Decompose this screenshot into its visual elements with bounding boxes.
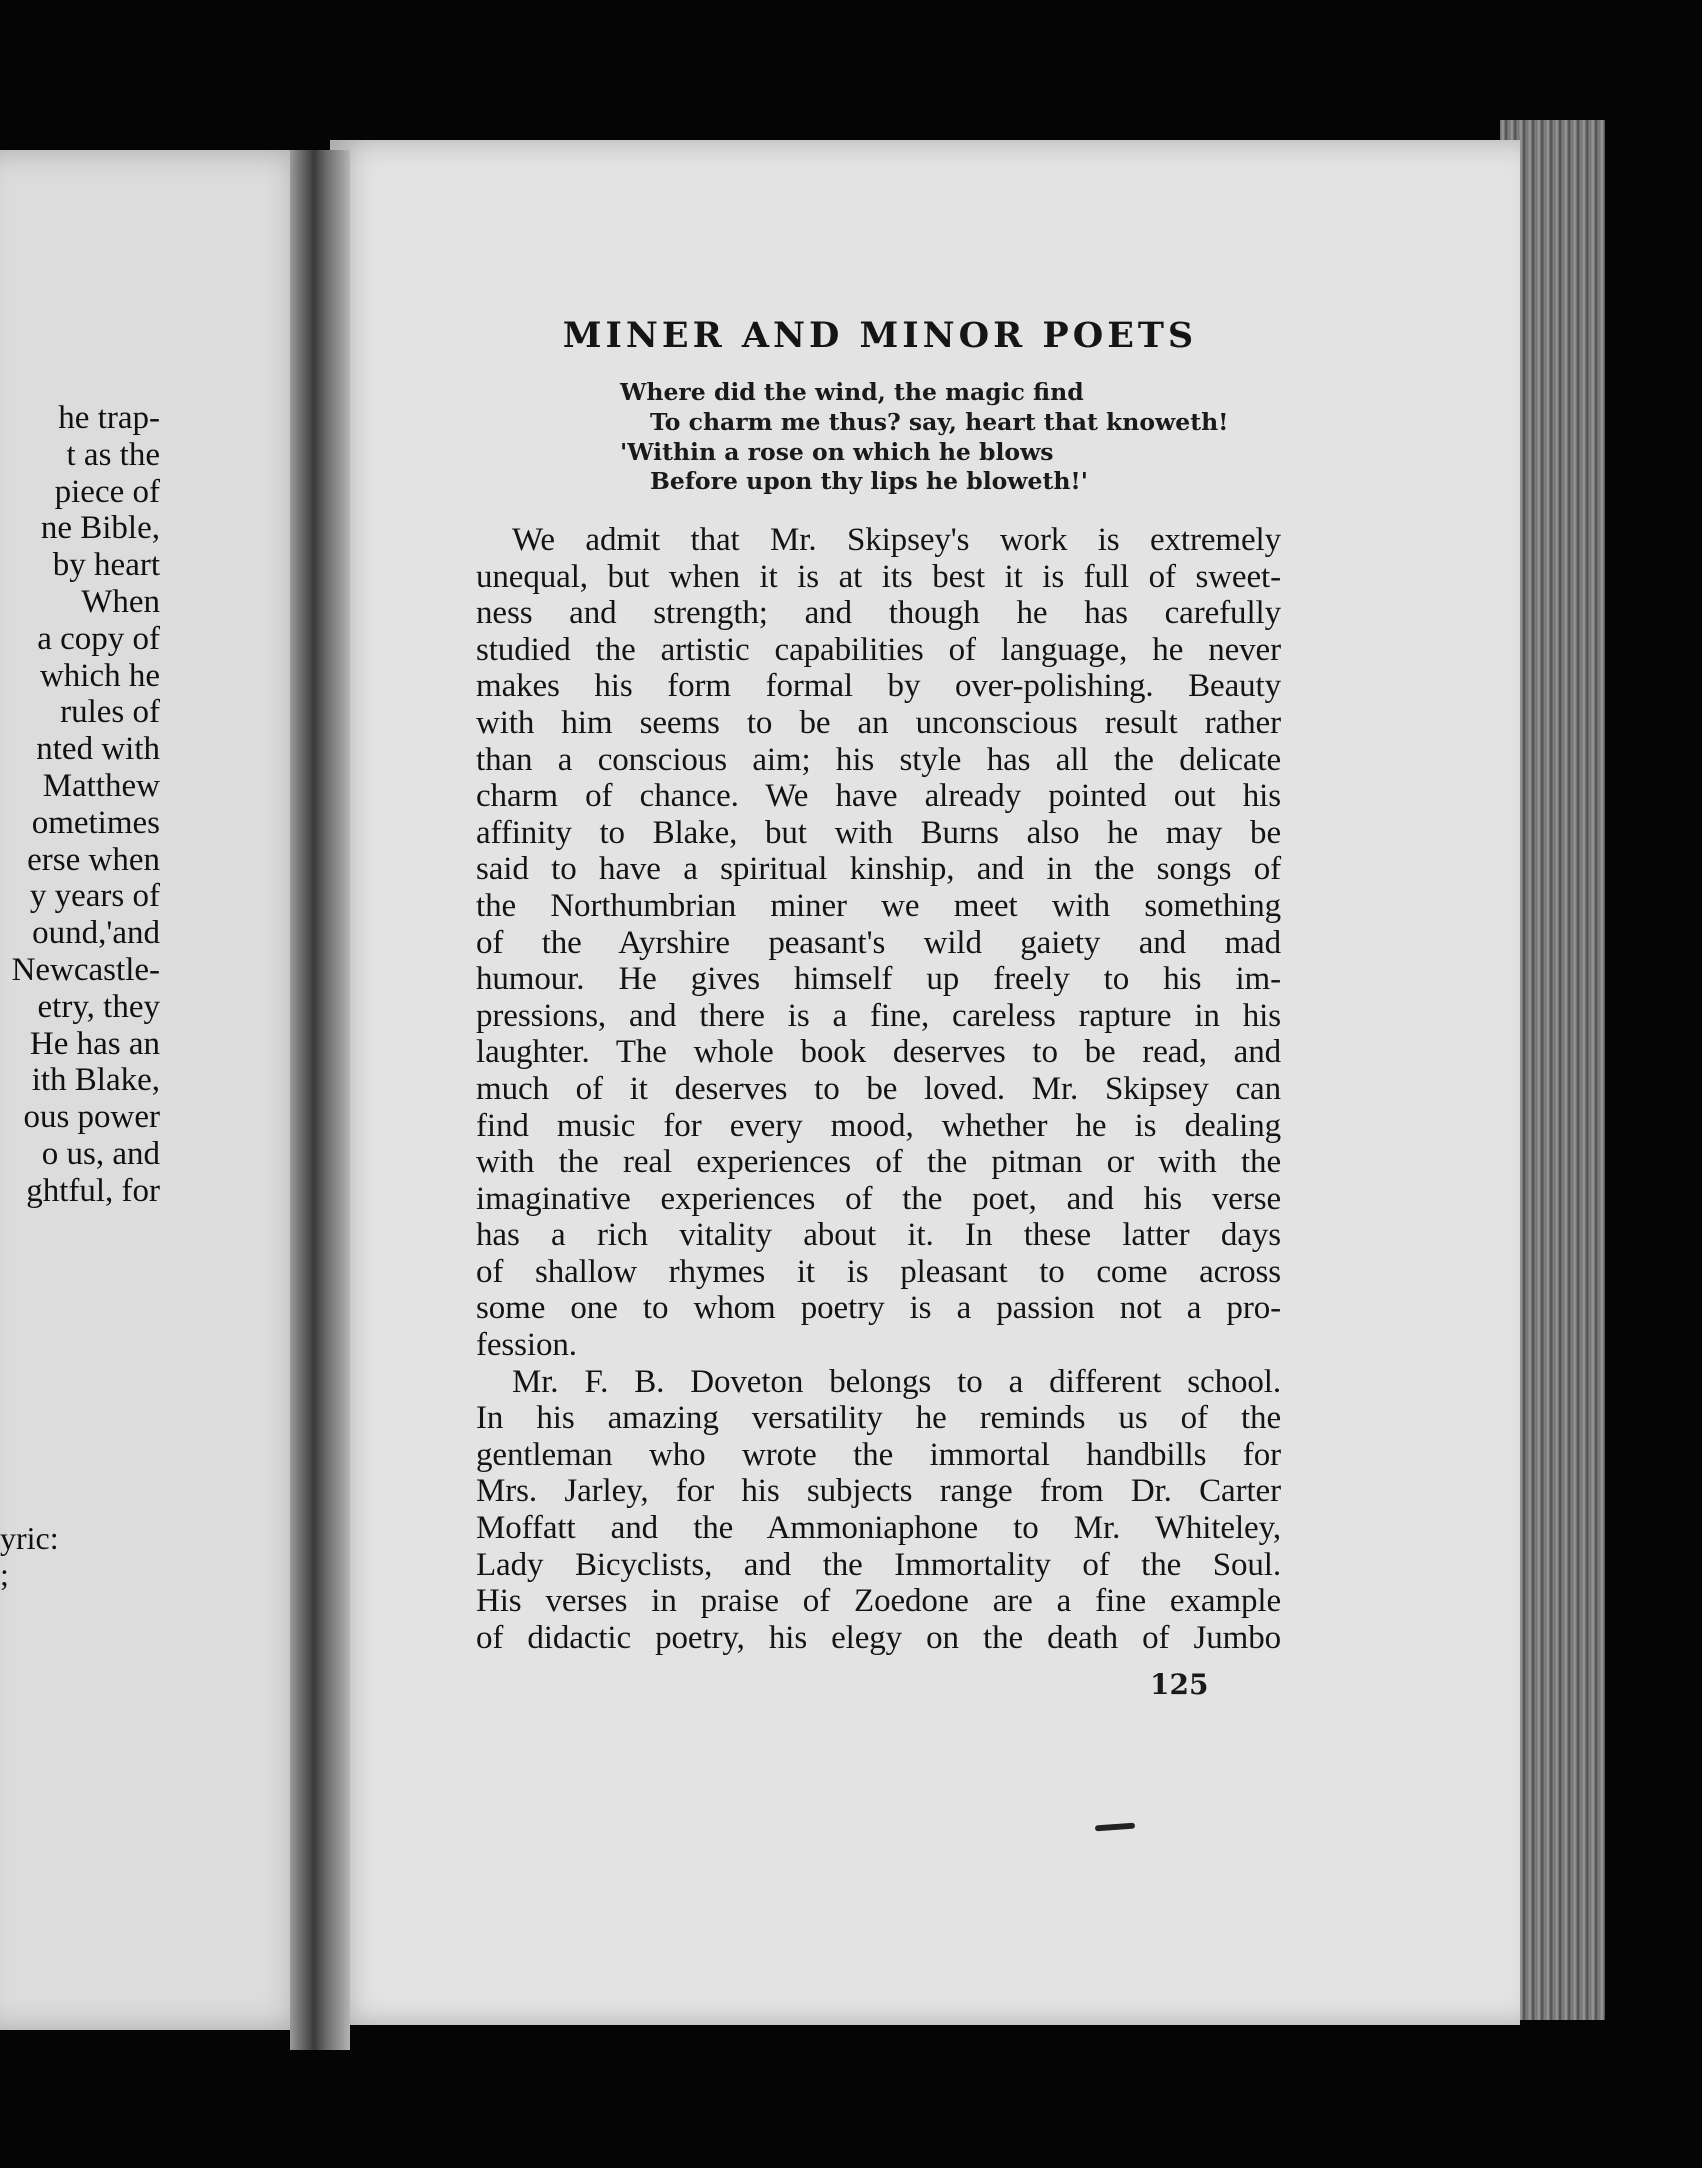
paragraph-line: with him seems to be an unconscious result rather (476, 704, 1281, 741)
paragraph-line: gentleman who wrote the immortal handbills for (476, 1436, 1281, 1473)
left-line: rules of (60, 694, 160, 731)
left-line: by heart (52, 547, 160, 584)
left-line: He has an (29, 1025, 160, 1062)
paragraph-line: than a conscious aim; his style has all the delicate (476, 741, 1281, 778)
paragraph-line: said to have a spiritual kinship, and in the songs of (476, 851, 1281, 888)
paragraph-line: pressions, and there is a fine, careless rapture in his (476, 997, 1281, 1034)
paragraph-line: of shallow rhymes it is pleasant to come across (476, 1253, 1281, 1290)
left-page-text (0, 400, 160, 1210)
left-line: yric: (0, 1520, 59, 1556)
poem-line: Where did the wind, the magic find (620, 378, 1084, 406)
paragraph-line: affinity to Blake, but with Burns also he may be (476, 814, 1281, 851)
running-head: MINER AND MINOR POETS (562, 315, 1198, 356)
paragraph-line: makes his form formal by over-polishing. Beauty (476, 668, 1281, 705)
left-line: he trap- (58, 400, 160, 436)
left-line: ith Blake, (31, 1062, 160, 1099)
paragraph-line: laughter. The whole book deserves to be read, and (476, 1034, 1281, 1071)
left-page-lower-text (0, 1520, 59, 1592)
paragraph-line: charm of chance. We have already pointed out his (476, 778, 1281, 815)
left-line: y years of (29, 878, 160, 915)
left-line: etry, they (37, 988, 160, 1025)
paragraph-line: Lady Bicyclists, and the Immortality of the Soul. (476, 1546, 1281, 1583)
paragraph-line: find music for every mood, whether he is dealing (476, 1107, 1281, 1144)
left-line: nted with (36, 731, 160, 768)
left-line: ous power (23, 1099, 160, 1136)
page-number: 125 (1150, 1668, 1209, 1701)
poem-quote (620, 378, 1229, 497)
paragraph-line: Mrs. Jarley, for his subjects range from Dr. Carter (476, 1473, 1281, 1510)
left-line: Newcastle- (11, 951, 160, 988)
paragraph-line: has a rich vitality about it. In these latter days (476, 1217, 1281, 1254)
left-line: When (81, 583, 160, 620)
left-line: o us, and (41, 1135, 160, 1172)
body-text (476, 522, 1281, 1656)
poem-line: To charm me thus? say, heart that knoweth! (650, 407, 1229, 436)
poem-line: 'Within a rose on which he blows (620, 437, 1054, 466)
left-line: which he (39, 657, 160, 694)
left-line: ghtful, for (26, 1172, 160, 1209)
paragraph-line: unequal, but when it is at its best it is full of sweet- (476, 558, 1281, 595)
paragraph-line: much of it deserves to be loved. Mr. Skipsey can (476, 1070, 1281, 1107)
left-line: t as the (66, 436, 160, 473)
paragraph-line: fession. (476, 1327, 577, 1364)
left-line: a copy of (37, 620, 160, 657)
paragraph-line: the Northumbrian miner we meet with something (476, 887, 1281, 924)
paragraph-line: ness and strength; and though he has carefully (476, 595, 1281, 632)
paragraph-line: Mr. F. B. Doveton belongs to a different school. (512, 1363, 1281, 1400)
poem-line: Before upon thy lips he bloweth!' (650, 467, 1088, 496)
left-line: ne Bible, (40, 510, 160, 547)
left-line: ; (0, 1556, 9, 1592)
paragraph-line: His verses in praise of Zoedone are a fine example (476, 1583, 1281, 1620)
paragraph-line: We admit that Mr. Skipsey's work is extremely (512, 522, 1281, 558)
left-page (0, 150, 315, 2030)
left-line: Matthew (42, 767, 160, 804)
paragraph-line: imaginative experiences of the poet, and his verse (476, 1180, 1281, 1217)
paragraph-line: of the Ayrshire peasant's wild gaiety and mad (476, 924, 1281, 961)
left-line: erse when (27, 841, 160, 878)
paragraph-line: Moffatt and the Ammoniaphone to Mr. Whiteley, (476, 1510, 1281, 1547)
paragraph-line: studied the artistic capabilities of language, he never (476, 631, 1281, 668)
paragraph-line: humour. He gives himself up freely to his im- (476, 961, 1281, 998)
left-line: piece of (54, 473, 160, 510)
paragraph-line: of didactic poetry, his elegy on the death of Jumbo (476, 1619, 1281, 1656)
paragraph-line: with the real experiences of the pitman or with the (476, 1144, 1281, 1181)
book-gutter (290, 150, 350, 2050)
paragraph-line: some one to whom poetry is a passion not a pro- (476, 1290, 1281, 1327)
left-line: ound,'and (32, 915, 160, 952)
paragraph-line: In his amazing versatility he reminds us of the (476, 1400, 1281, 1437)
left-line: ometimes (31, 804, 160, 841)
